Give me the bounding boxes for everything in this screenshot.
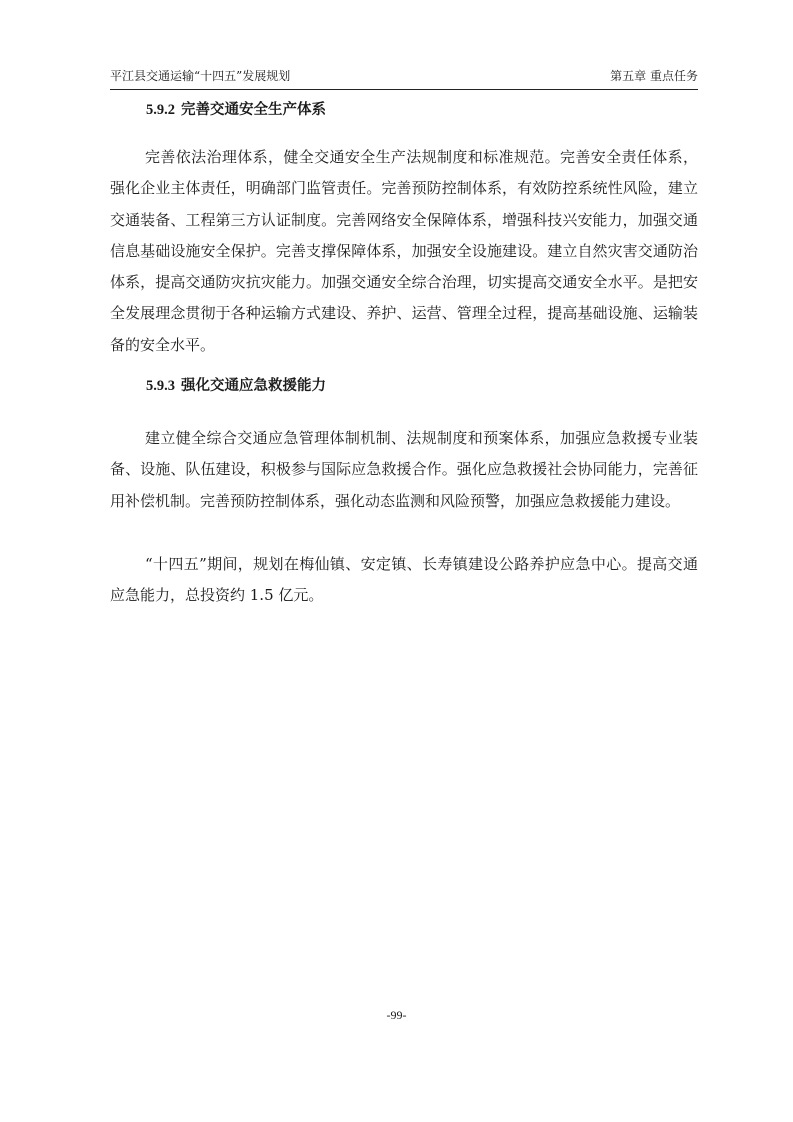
section-title: 完善交通安全生产体系 [181,102,326,118]
chapter-title: 第五章 重点任务 [610,69,698,83]
section-number: 5.9.3 [146,378,175,394]
body-paragraph: “十四五”期间，规划在梅仙镇、安定镇、长寿镇建设公路养护应急中心。提高交通应急能力，总投资约 1.5 亿元。 [110,555,698,605]
body-paragraph: 完善依法治理体系，健全交通安全生产法规制度和标准规范。完善安全责任体系，强化企业主体责任，明确部门监管责任。完善预防控制体系，有效防控系统性风险，建立交通装备、工程第三方认证制度。完善网络安全保障体系，增强科技兴安能力，加强交通信息基础设施安全保护。完善支撑保障体系，加强安全设施建设。建立自然灾害交通防治体系，提高交通防灾抗灾能力。加强交通安全综合治理，切实提高交通安全水平。是把安全发展理念贯彻于各种运输方式建设、养护、运营、管理全过程，提高基础设施、运输装备的安全水平。 [110,148,698,354]
section-heading-5-9-2 [146,100,326,120]
page-number: -99- [386,1008,407,1022]
header-divider [110,89,698,90]
body-paragraph: 建立健全综合交通应急管理体制机制、法规制度和预案体系，加强应急救援专业装备、设施、队伍建设，积极参与国际应急救援合作。强化应急救援社会协同能力，完善征用补偿机制。完善预防控制体系，强化动态监测和风险预警，加强应急救援能力建设。 [110,429,698,510]
section-title: 强化交通应急救援能力 [181,378,326,394]
section-number: 5.9.2 [146,102,175,118]
document-title: 平江县交通运输“十四五”发展规划 [110,69,291,83]
section-heading-5-9-3 [146,376,326,396]
page-header [110,66,698,86]
